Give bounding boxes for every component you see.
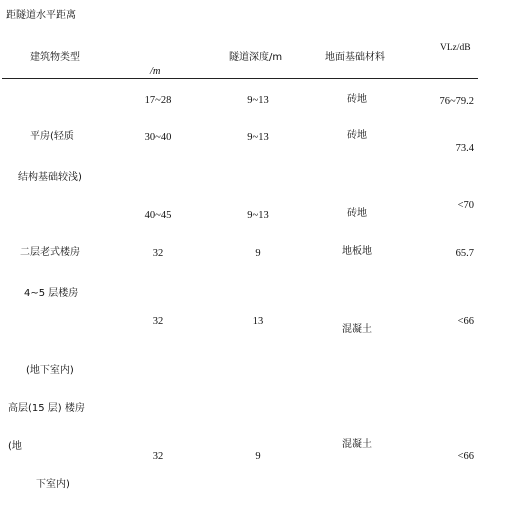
depth-cell: 9~13 bbox=[247, 132, 269, 143]
depth-cell: 9 bbox=[255, 248, 261, 259]
level-cell: <70 bbox=[457, 200, 474, 211]
material-cell: 砖地 bbox=[347, 208, 367, 219]
distance-cell: 32 bbox=[152, 451, 164, 462]
distance-cell: 40~45 bbox=[144, 210, 172, 221]
header-distance-unit: /m bbox=[150, 66, 161, 77]
header-tunnel-depth: 隧道深度/m bbox=[229, 52, 283, 63]
level-cell: <66 bbox=[457, 451, 474, 462]
level-cell: 73.4 bbox=[455, 143, 474, 154]
header-rule bbox=[2, 78, 478, 79]
distance-cell: 32 bbox=[152, 316, 164, 327]
building-label: 结构基础较浅) bbox=[18, 172, 82, 183]
building-label: 高层(15 层) 楼房 bbox=[8, 403, 85, 414]
distance-cell: 32 bbox=[152, 248, 164, 259]
building-label: 二层老式楼房 bbox=[20, 247, 80, 258]
building-label: (地 bbox=[8, 441, 22, 452]
depth-cell: 9~13 bbox=[247, 95, 269, 106]
level-cell: 76~79.2 bbox=[439, 96, 474, 107]
level-cell: 65.7 bbox=[455, 248, 474, 259]
level-cell: <66 bbox=[457, 316, 474, 327]
material-cell: 混凝土 bbox=[342, 324, 372, 335]
header-vibration-level: VLz/dB bbox=[440, 43, 471, 53]
building-label: 4~5 层楼房 bbox=[24, 288, 79, 299]
distance-cell: 30~40 bbox=[144, 132, 172, 143]
distance-cell: 17~28 bbox=[144, 95, 172, 106]
material-cell: 地板地 bbox=[342, 246, 372, 257]
depth-cell: 9 bbox=[255, 451, 261, 462]
header-foundation-material: 地面基础材料 bbox=[325, 52, 385, 63]
building-label: (地下室内) bbox=[26, 365, 74, 376]
material-cell: 砖地 bbox=[347, 130, 367, 141]
table-caption: 距隧道水平距离 bbox=[6, 10, 76, 21]
building-label: 下室内) bbox=[36, 479, 70, 490]
building-label: 平房(轻质 bbox=[30, 131, 74, 142]
depth-cell: 13 bbox=[252, 316, 264, 327]
material-cell: 混凝土 bbox=[342, 439, 372, 450]
depth-cell: 9~13 bbox=[247, 210, 269, 221]
header-building-type: 建筑物类型 bbox=[30, 52, 80, 63]
material-cell: 砖地 bbox=[347, 94, 367, 105]
